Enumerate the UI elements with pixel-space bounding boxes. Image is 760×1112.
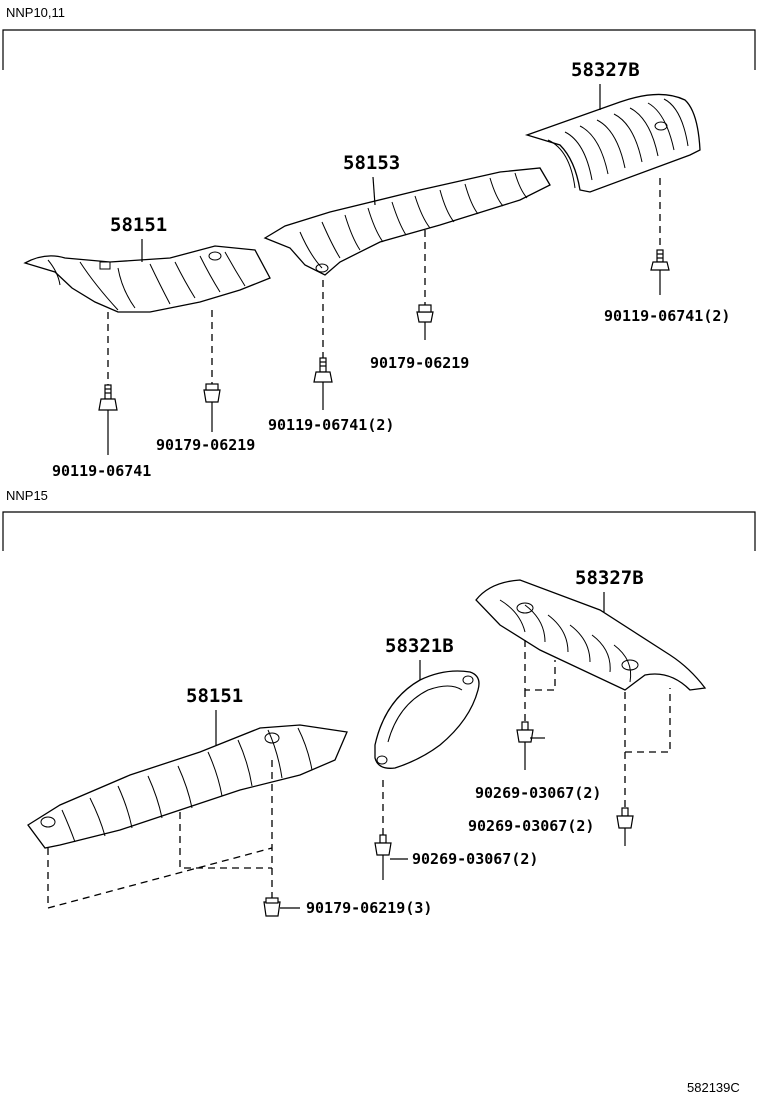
heat-shield-58151-top <box>25 246 270 312</box>
heat-shield-58321b <box>375 671 479 768</box>
fastener-number-90119-06741-2-right: 90119-06741(2) <box>604 307 731 325</box>
section-label-nnp10-11: NNP10,11 <box>6 5 66 20</box>
section-bracket-nnp10-11 <box>3 30 755 70</box>
heat-shield-58151-lower <box>28 725 347 848</box>
heat-shield-58153 <box>265 168 550 275</box>
part-number-58321b: 58321B <box>385 635 454 657</box>
nut-icon <box>417 305 433 322</box>
fastener-number-90269-03067-2-b: 90269-03067(2) <box>468 817 595 835</box>
fastener-number-90269-03067-2-a: 90269-03067(2) <box>475 784 602 802</box>
bolt-icon <box>651 250 669 270</box>
nut-icon <box>204 384 220 402</box>
section-label-nnp15: NNP15 <box>6 488 48 503</box>
heat-shield-58327b-top <box>527 94 700 192</box>
part-number-58327b: 58327B <box>571 59 640 81</box>
bolt-icon <box>99 385 117 410</box>
part-number-58151-top: 58151 <box>110 214 168 236</box>
heat-shield-58327b-lower <box>476 580 705 690</box>
clip-bolt-icon <box>517 722 533 770</box>
bolt-icon <box>314 358 332 382</box>
fastener-number-90119-06741-left: 90119-06741 <box>52 462 152 480</box>
fastener-number-90119-06741-2-middle: 90119-06741(2) <box>268 416 395 434</box>
fastener-number-90179-06219-3: 90179-06219(3) <box>306 899 433 917</box>
nut-icon <box>264 898 280 916</box>
fastener-number-90179-06219-middle: 90179-06219 <box>370 354 470 372</box>
part-number-58327b-lower: 58327B <box>575 567 644 589</box>
illustration-code: 582139C <box>687 1080 740 1095</box>
part-number-58151-lower: 58151 <box>186 685 244 707</box>
fastener-number-90269-03067-2-c: 90269-03067(2) <box>412 850 539 868</box>
section-bracket-nnp15 <box>3 512 755 551</box>
fastener-number-90179-06219-left: 90179-06219 <box>156 436 256 454</box>
clip-bolt-icon <box>617 808 633 846</box>
clip-bolt-icon <box>375 835 391 880</box>
part-number-58153: 58153 <box>343 152 401 174</box>
